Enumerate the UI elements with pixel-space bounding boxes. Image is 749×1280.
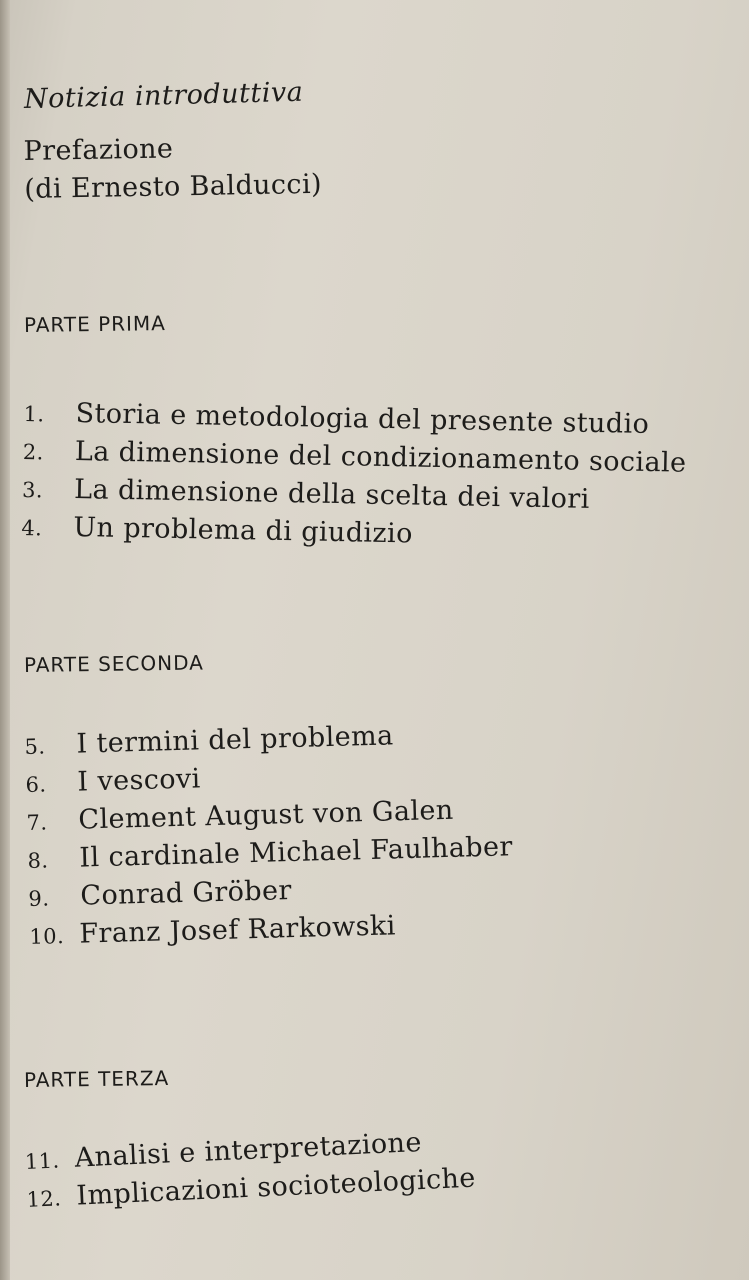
preface-title: Prefazione: [23, 133, 174, 168]
preface-entry: [23, 128, 322, 209]
chapter-title: La dimensione della scelta dei valori: [73, 473, 590, 515]
chapter-list-terza: [24, 1122, 476, 1218]
chapter-number: 9.: [28, 886, 50, 911]
chapter-number: 3.: [21, 477, 44, 503]
chapter-title: I termini del problema: [76, 720, 394, 760]
part-heading-terza: PARTE TERZA: [23, 1065, 170, 1092]
chapter-title: Franz Josef Rarkowski: [79, 910, 397, 950]
chapter-title: Implicazioni socioteologiche: [75, 1162, 477, 1212]
chapter-number: 1.: [23, 401, 45, 427]
chapter-title: I vescovi: [77, 763, 202, 798]
chapter-title: Il cardinale Michael Faulhaber: [79, 831, 514, 874]
chapter-number: 5.: [24, 734, 46, 759]
chapter-number: 8.: [27, 848, 49, 873]
preface-author: (di Ernesto Balducci): [24, 168, 323, 205]
chapter-number: 10.: [29, 924, 65, 949]
chapter-title: Storia e metodologia del presente studio: [75, 397, 650, 441]
page-edge: [0, 0, 10, 1280]
part-heading-prima: PARTE PRIMA: [23, 311, 167, 337]
chapter-title: Analisi e interpretazione: [74, 1126, 423, 1174]
chapter-title: Clement August von Galen: [78, 794, 455, 836]
chapter-list-prima: [21, 394, 687, 559]
chapter-title: Conrad Gröber: [80, 875, 293, 912]
chapter-title: La dimensione del condizionamento sociale: [74, 435, 687, 479]
chapter-list-seconda: [24, 714, 515, 955]
chapter-number: 2.: [22, 439, 44, 465]
intro-entry: Notizia introduttiva: [23, 76, 304, 115]
part-heading-seconda: PARTE SECONDA: [23, 650, 205, 677]
chapter-number: 7.: [26, 810, 48, 835]
table-of-contents: [21, 0, 739, 1280]
chapter-number: 6.: [25, 772, 47, 797]
chapter-number: 11.: [24, 1148, 61, 1174]
chapter-number: 4.: [21, 515, 43, 541]
chapter-title: Un problema di giudizio: [73, 511, 414, 550]
chapter-number: 12.: [26, 1186, 62, 1212]
